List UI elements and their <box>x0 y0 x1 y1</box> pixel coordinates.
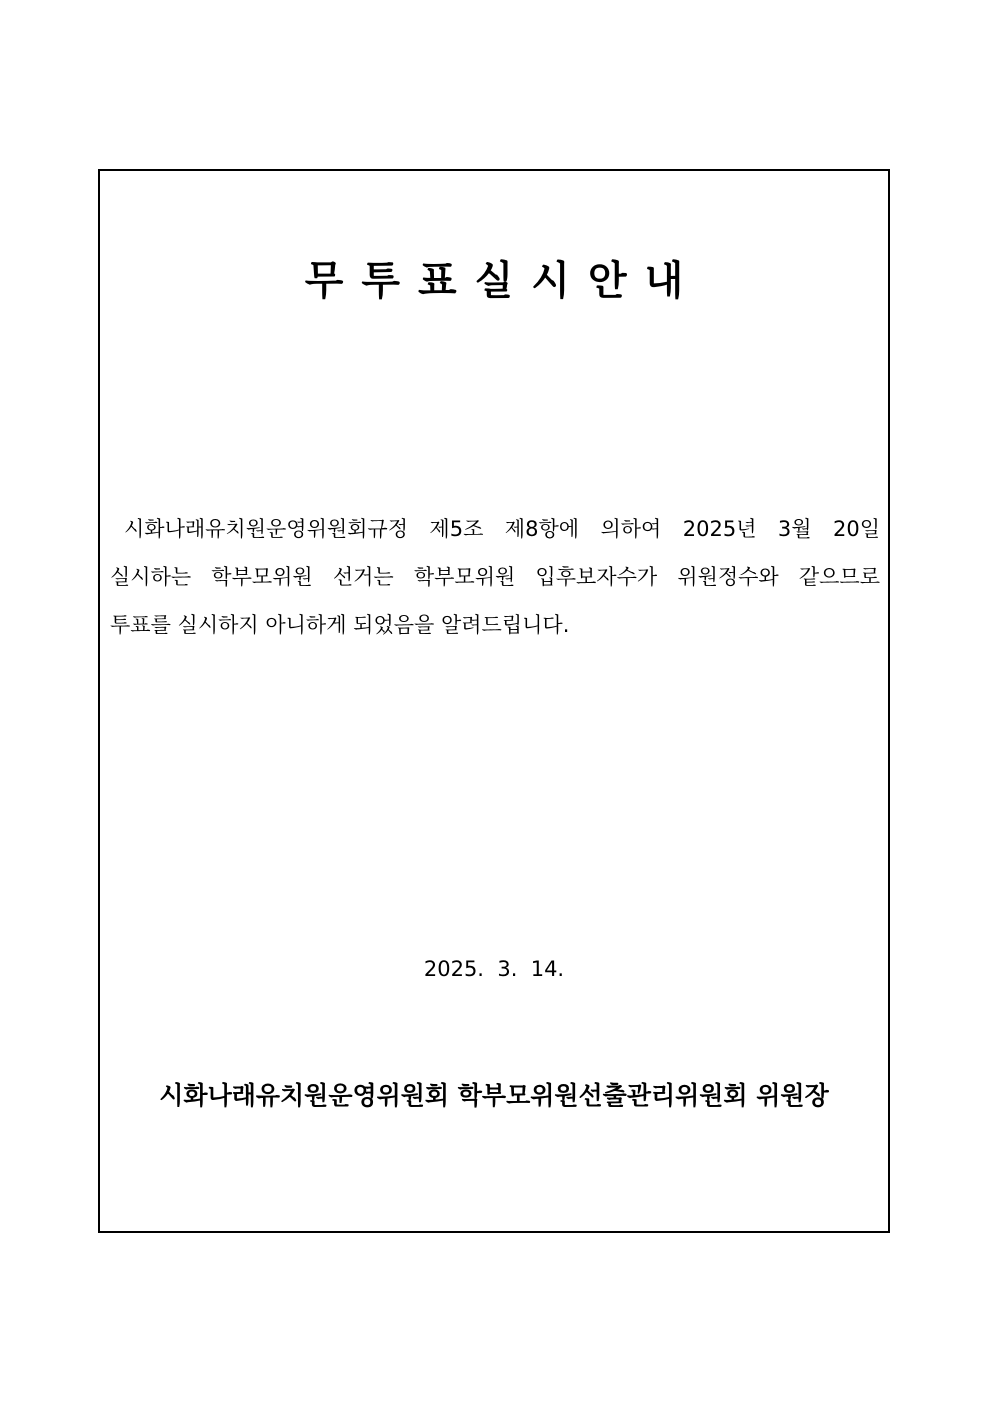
notice-date: 2025. 3. 14. <box>423 957 565 981</box>
notice-title: 무투표실시안내 <box>304 258 702 304</box>
body-line-1: 시화나래유치원운영위원회규정 제5조 제8항에 의하여 2025년 3월 20일 <box>124 517 880 541</box>
body-line-3: 투표를 실시하지 아니하게 되었음을 알려드립니다. <box>110 613 570 637</box>
signature-line: 시화나래유치원운영위원회 학부모위원선출관리위원회 위원장 <box>159 1081 829 1110</box>
notice-frame <box>98 169 890 1233</box>
body-line-2: 실시하는 학부모위원 선거는 학부모위원 입후보자수가 위원정수와 같으므로 <box>110 565 880 589</box>
notice-body <box>110 505 880 649</box>
